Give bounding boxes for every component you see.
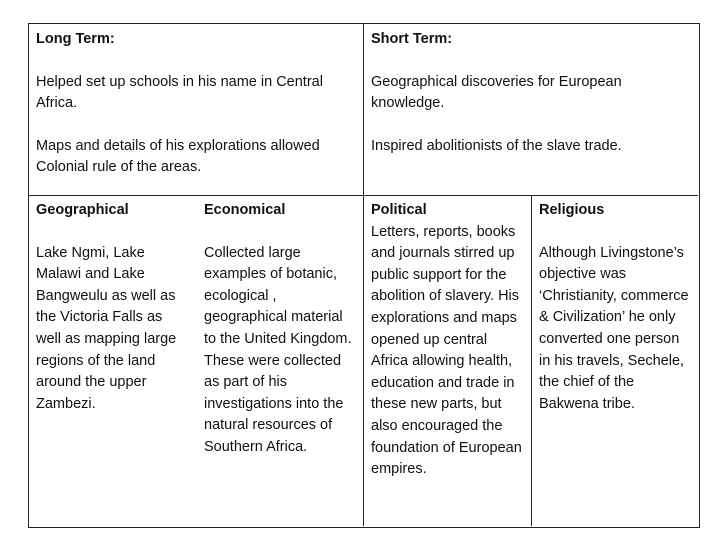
economical-text: Collected large examples of botanic, ecological , geographical material to the United Kingdom. These were collected as part of his investigations into the natural resources of Southern Africa. — [204, 244, 352, 455]
geographical-heading: Geographical — [36, 202, 129, 218]
row-divider — [29, 195, 698, 196]
summary-table — [28, 23, 700, 528]
short-term-cell — [364, 29, 698, 157]
religious-cell — [532, 200, 698, 415]
religious-heading: Religious — [539, 202, 605, 218]
short-term-item: Inspired abolitionists of the slave trade. — [371, 137, 622, 154]
short-term-item: Geographical discoveries for European knowledge. — [371, 73, 622, 112]
political-heading: Political — [371, 202, 427, 218]
economical-heading: Economical — [204, 202, 286, 218]
short-term-heading: Short Term: — [371, 31, 453, 47]
political-cell — [364, 200, 531, 481]
long-term-item: Helped set up schools in his name in Central Africa. — [36, 73, 323, 112]
geographical-text: Lake Ngmi, Lake Malawi and Lake Bangweulu as well as the Victoria Falls as well as mapping large regions of the land around the upper Zambezi. — [36, 244, 177, 412]
long-term-cell — [29, 29, 363, 179]
economical-cell — [197, 200, 363, 459]
political-text: Letters, reports, books and journals stirred up public support for the abolition of slavery. His explorations and maps opened up central Africa allowing health, education and trade in these new parts, but also encouraged the foundation of European empires. — [371, 223, 522, 478]
religious-text: Although Livingstone’s objective was ‘Christianity, commerce & Civilization’ he only converted one person in his travels, Sechele, the chief of the Bakwena tribe. — [539, 244, 689, 412]
long-term-heading: Long Term: — [36, 31, 115, 47]
long-term-item: Maps and details of his explorations allowed Colonial rule of the areas. — [36, 137, 320, 176]
geographical-cell — [29, 200, 197, 415]
